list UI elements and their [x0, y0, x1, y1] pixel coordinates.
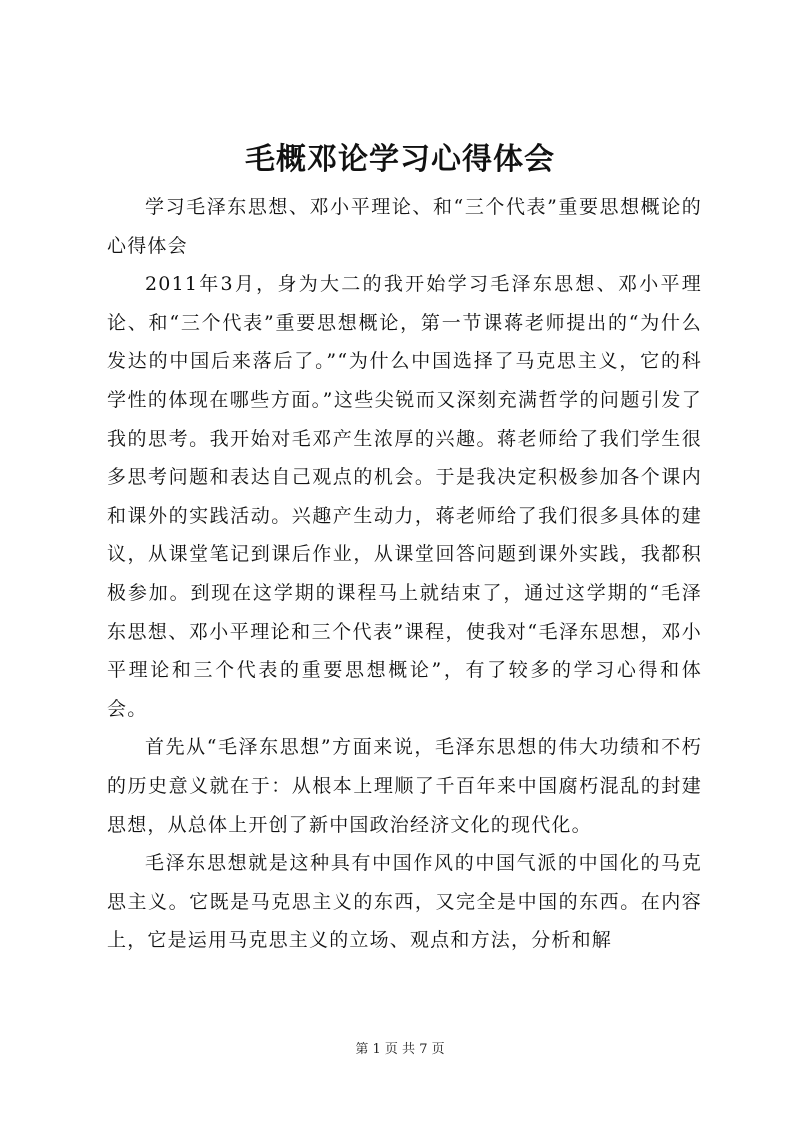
document-title: 毛概邓论学习心得体会 — [245, 142, 555, 177]
paragraph: 首先从“毛泽东思想”方面来说，毛泽东思想的伟大功绩和不朽的历史意义就在于：从根本上理顺了千百年来中国腐朽混乱的封建思想，从总体上开创了新中国政治经济文化的现代化。 — [107, 736, 702, 836]
paragraph: 2011年3月，身为大二的我开始学习毛泽东思想、邓小平理论、和“三个代表”重要思想概论，第一节课蒋老师提出的“为什么发达的中国后来落后了。”“为什么中国选择了马克思主义，它的科学性的体现在哪些方面。”这些尖锐而又深刻充满哲学的问题引发了我的思考。我开始对毛邓产生浓厚的兴趣。蒋老师给了我们学生很多思考问题和表达自己观点的机会。于是我决定积极参加各个课内和课外的实践活动。兴趣产生动力，蒋老师给了我们很多具体的建议，从课堂笔记到课后作业，从课堂回答问题到课外实践，我都积极参加。到现在这学期的课程马上就结束了，通过这学期的“毛泽东思想、邓小平理论和三个代表”课程，使我对“毛泽东思想，邓小平理论和三个代表的重要思想概论”，有了较多的学习心得和体会。 — [107, 273, 702, 720]
paragraph: 学习毛泽东思想、邓小平理论、和“三个代表”重要思想概论的心得体会 — [107, 196, 702, 257]
page-footer: 第 1 页 共 7 页 — [355, 1042, 445, 1057]
document-body — [107, 188, 702, 960]
paragraph: 毛泽东思想就是这种具有中国作风的中国气派的中国化的马克思主义。它既是马克思主义的东西，又完全是中国的东西。在内容上，它是运用马克思主义的立场、观点和方法，分析和解 — [107, 852, 702, 952]
